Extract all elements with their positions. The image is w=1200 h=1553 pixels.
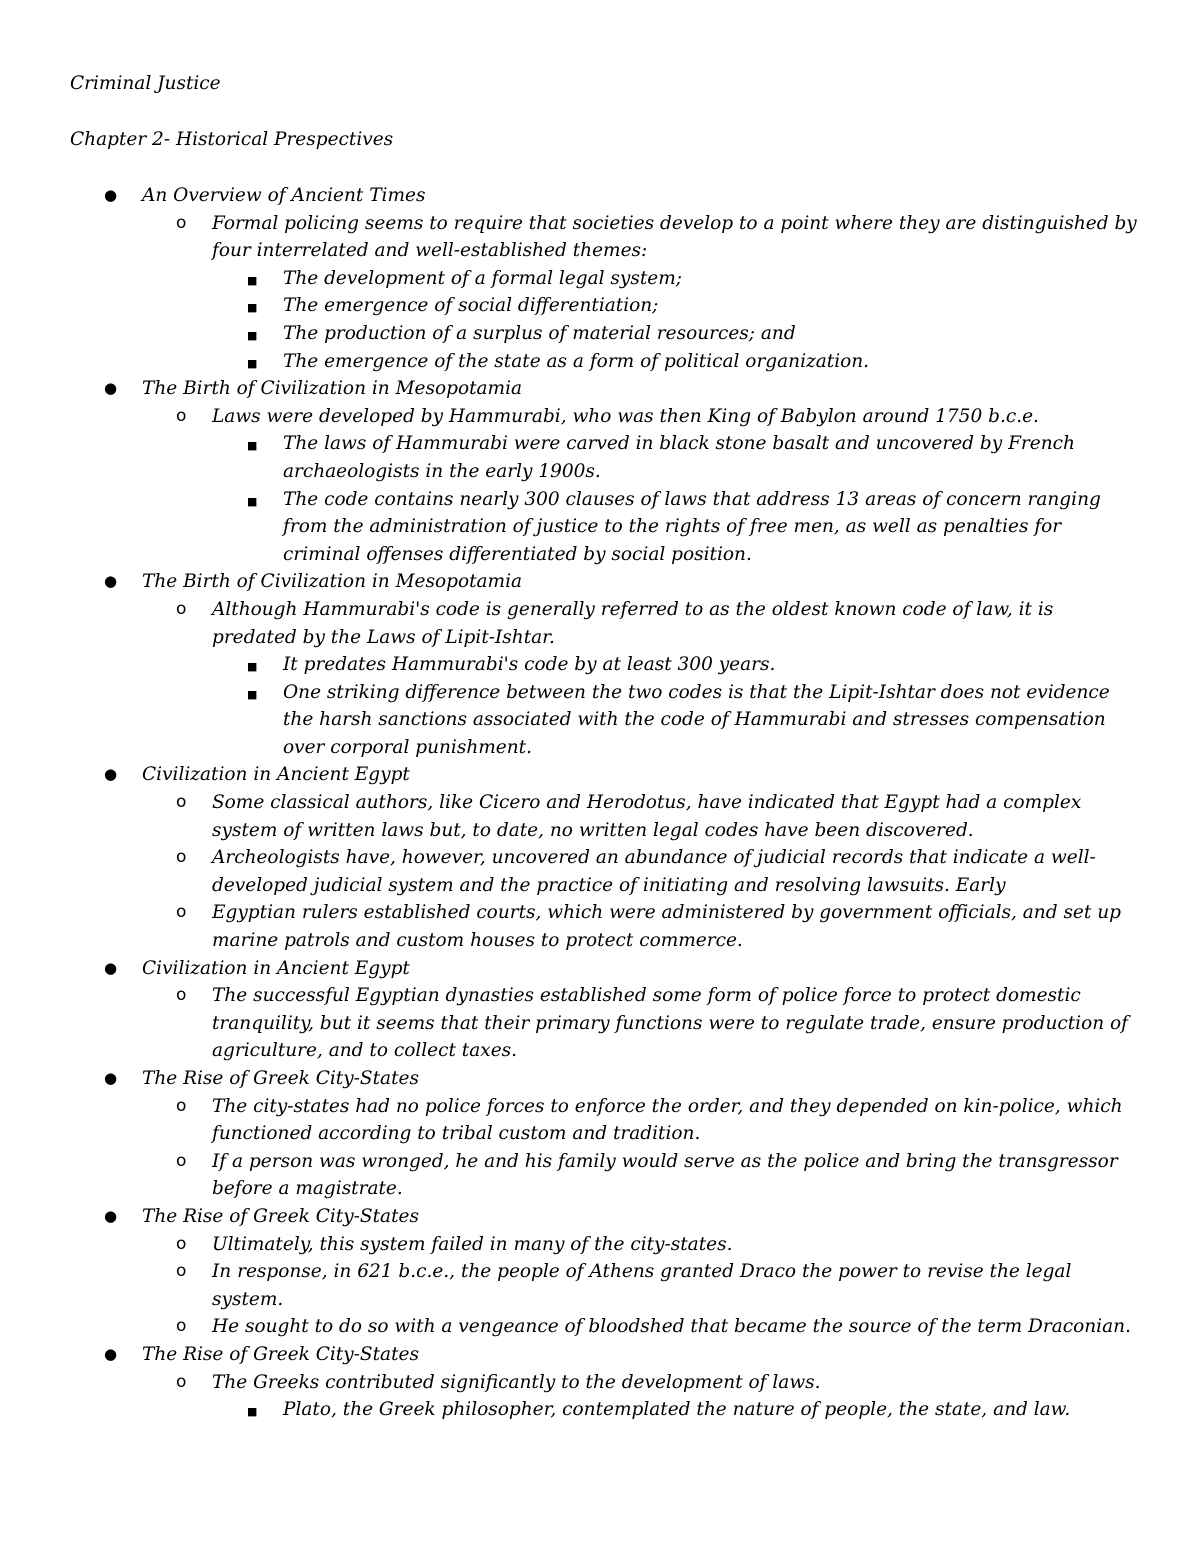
outline-item-level-3: [70, 292, 1140, 320]
outline-item-text: If a person was wronged, he and his family would serve as the police and bring the transgressor before a magistrate.: [212, 1150, 1118, 1200]
outline-item-text: Plato, the Greek philosopher, contemplated the nature of people, the state, and law.: [283, 1399, 1071, 1421]
outline-item-level-3: [70, 320, 1140, 348]
outline-item-level-1: [70, 761, 1140, 789]
outline-item-level-3: [70, 651, 1140, 679]
outline-item-level-1: [70, 1341, 1140, 1369]
outline-item-level-2: [70, 596, 1140, 651]
outline-item-level-1: [70, 1065, 1140, 1093]
bullet-square-icon: ■: [247, 687, 258, 701]
outline-item-text: Laws were developed by Hammurabi, who was then King of Babylon around 1750 b.c.e.: [212, 405, 1039, 427]
bullet-square-icon: ■: [247, 1405, 258, 1419]
outline-item-text: Civilization in Ancient Egypt: [142, 764, 410, 786]
outline-item-text: The code contains nearly 300 clauses of laws that address 13 areas of concern ranging from the administration of justice to the rights of free men, as well as penalties for criminal offenses differentiated by social position.: [283, 488, 1101, 565]
bullet-circle-icon: o: [176, 1233, 187, 1254]
bullet-circle-icon: o: [176, 1150, 187, 1171]
outline-item-text: The Rise of Greek City-States: [142, 1068, 419, 1089]
outline-item-level-1: [70, 375, 1140, 403]
bullet-dot-icon: ●: [104, 379, 118, 398]
outline-item-text: Although Hammurabi's code is generally referred to as the oldest known code of law, it is predated by the Laws of Lipit-Ishtar.: [212, 598, 1054, 648]
outline-item-text: It predates Hammurabi's code by at least 300 years.: [283, 654, 776, 676]
outline-item-level-2: [70, 1369, 1140, 1397]
outline-item-level-2: [70, 403, 1140, 431]
bullet-square-icon: ■: [247, 328, 258, 342]
outline-item-text: The Greeks contributed significantly to the development of laws.: [212, 1371, 821, 1393]
outline-item-level-1: [70, 955, 1140, 983]
outline-item-level-2: [70, 210, 1140, 265]
outline-item-text: Civilization in Ancient Egypt: [142, 957, 410, 979]
outline-item-text: Egyptian rulers established courts, which were administered by government officials, and set up marine patrols and custom houses to protect commerce.: [212, 902, 1121, 952]
bullet-square-icon: ■: [247, 273, 258, 287]
outline-item-text: An Overview of Ancient Times: [142, 185, 426, 206]
outline-item-level-2: [70, 1148, 1140, 1203]
outline-item-text: Some classical authors, like Cicero and Herodotus, have indicated that Egypt had a complex system of written laws but, to date, no written legal codes have been discovered.: [212, 792, 1082, 841]
outline-item-text: Archeologists have, however, uncovered an abundance of judicial records that indicate a well-developed judicial system and the practice of initiating and resolving lawsuits. Early: [212, 847, 1096, 896]
outline-item-level-2: [70, 1258, 1140, 1313]
outline-item-text: The Rise of Greek City-States: [142, 1205, 419, 1227]
outline-item-level-2: [70, 1093, 1140, 1148]
outline-item-text: The production of a surplus of material resources; and: [283, 322, 796, 344]
bullet-square-icon: ■: [247, 356, 258, 370]
bullet-circle-icon: o: [176, 902, 187, 923]
outline-item-text: The emergence of social differentiation;: [283, 295, 659, 317]
outline-list: [70, 182, 1140, 1424]
bullet-circle-icon: o: [176, 985, 187, 1006]
document-title: Criminal Justice: [70, 73, 221, 94]
outline-item-level-2: [70, 1231, 1140, 1259]
bullet-circle-icon: o: [176, 212, 187, 233]
bullet-circle-icon: o: [176, 405, 187, 426]
outline-item-level-3: [70, 486, 1140, 569]
outline-item-level-1: [70, 1203, 1140, 1231]
outline-item-text: The Birth of Civilization in Mesopotamia: [142, 571, 523, 593]
bullet-square-icon: ■: [247, 301, 258, 315]
outline-item-text: The emergence of the state as a form of political organization.: [283, 350, 870, 372]
bullet-dot-icon: ●: [104, 765, 118, 784]
outline-item-text: The laws of Hammurabi were carved in black stone basalt and uncovered by French archaeologists in the early 1900s.: [283, 433, 1075, 482]
outline-item-level-3: [70, 1396, 1140, 1424]
outline-item-level-1: [70, 182, 1140, 210]
outline-item-text: The city-states had no police forces to enforce the order, and they depended on kin-police, which functioned according to tribal custom and tradition.: [212, 1095, 1123, 1145]
outline-item-text: The Rise of Greek City-States: [142, 1343, 419, 1365]
bullet-dot-icon: ●: [104, 572, 118, 591]
outline-item-level-2: [70, 982, 1140, 1065]
outline-item-text: Formal policing seems to require that societies develop to a point where they are distinguished by four interrelated and well-established themes:: [212, 212, 1137, 262]
outline-item-level-2: [70, 789, 1140, 844]
bullet-circle-icon: o: [176, 1095, 187, 1116]
bullet-square-icon: ■: [247, 494, 258, 508]
outline-item-text: The Birth of Civilization in Mesopotamia: [142, 378, 523, 400]
bullet-circle-icon: o: [176, 792, 187, 813]
bullet-dot-icon: ●: [104, 958, 118, 977]
outline-item-text: In response, in 621 b.c.e., the people of Athens granted Draco the power to revise the legal system.: [212, 1261, 1072, 1310]
bullet-circle-icon: o: [176, 1261, 187, 1282]
bullet-dot-icon: ●: [104, 1069, 118, 1087]
outline-item-level-1: [70, 568, 1140, 596]
outline-item-level-3: [70, 679, 1140, 762]
outline-item-level-3: [70, 265, 1140, 293]
outline-item-level-3: [70, 430, 1140, 485]
bullet-circle-icon: o: [176, 598, 187, 619]
bullet-dot-icon: ●: [104, 186, 118, 204]
outline-item-text: He sought to do so with a vengeance of bloodshed that became the source of the term Draconian.: [212, 1316, 1131, 1338]
bullet-square-icon: ■: [247, 439, 258, 453]
document-page: [70, 70, 1140, 1424]
outline-item-level-2: [70, 844, 1140, 899]
outline-item-level-2: [70, 899, 1140, 954]
bullet-dot-icon: ●: [104, 1344, 118, 1363]
bullet-circle-icon: o: [176, 1316, 187, 1337]
outline-item-text: Ultimately, this system failed in many of the city-states.: [212, 1233, 733, 1255]
bullet-dot-icon: ●: [104, 1206, 118, 1225]
outline-item-level-2: [70, 1313, 1140, 1341]
bullet-circle-icon: o: [176, 847, 187, 868]
outline-item-level-3: [70, 348, 1140, 376]
outline-item-text: One striking difference between the two codes is that the Lipit-Ishtar does not evidence the harsh sanctions associated with the code of Hammurabi and stresses compensation over corporal punishment.: [283, 681, 1110, 758]
chapter-title: Chapter 2- Historical Prespectives: [70, 129, 394, 150]
bullet-circle-icon: o: [176, 1371, 187, 1392]
outline-item-text: The successful Egyptian dynasties established some form of police force to protect domestic tranquility, but it seems that their primary functions were to regulate trade, ensure production of agriculture, and to collect taxes.: [212, 985, 1129, 1062]
outline-item-text: The development of a formal legal system;: [283, 267, 682, 289]
bullet-square-icon: ■: [247, 660, 258, 674]
